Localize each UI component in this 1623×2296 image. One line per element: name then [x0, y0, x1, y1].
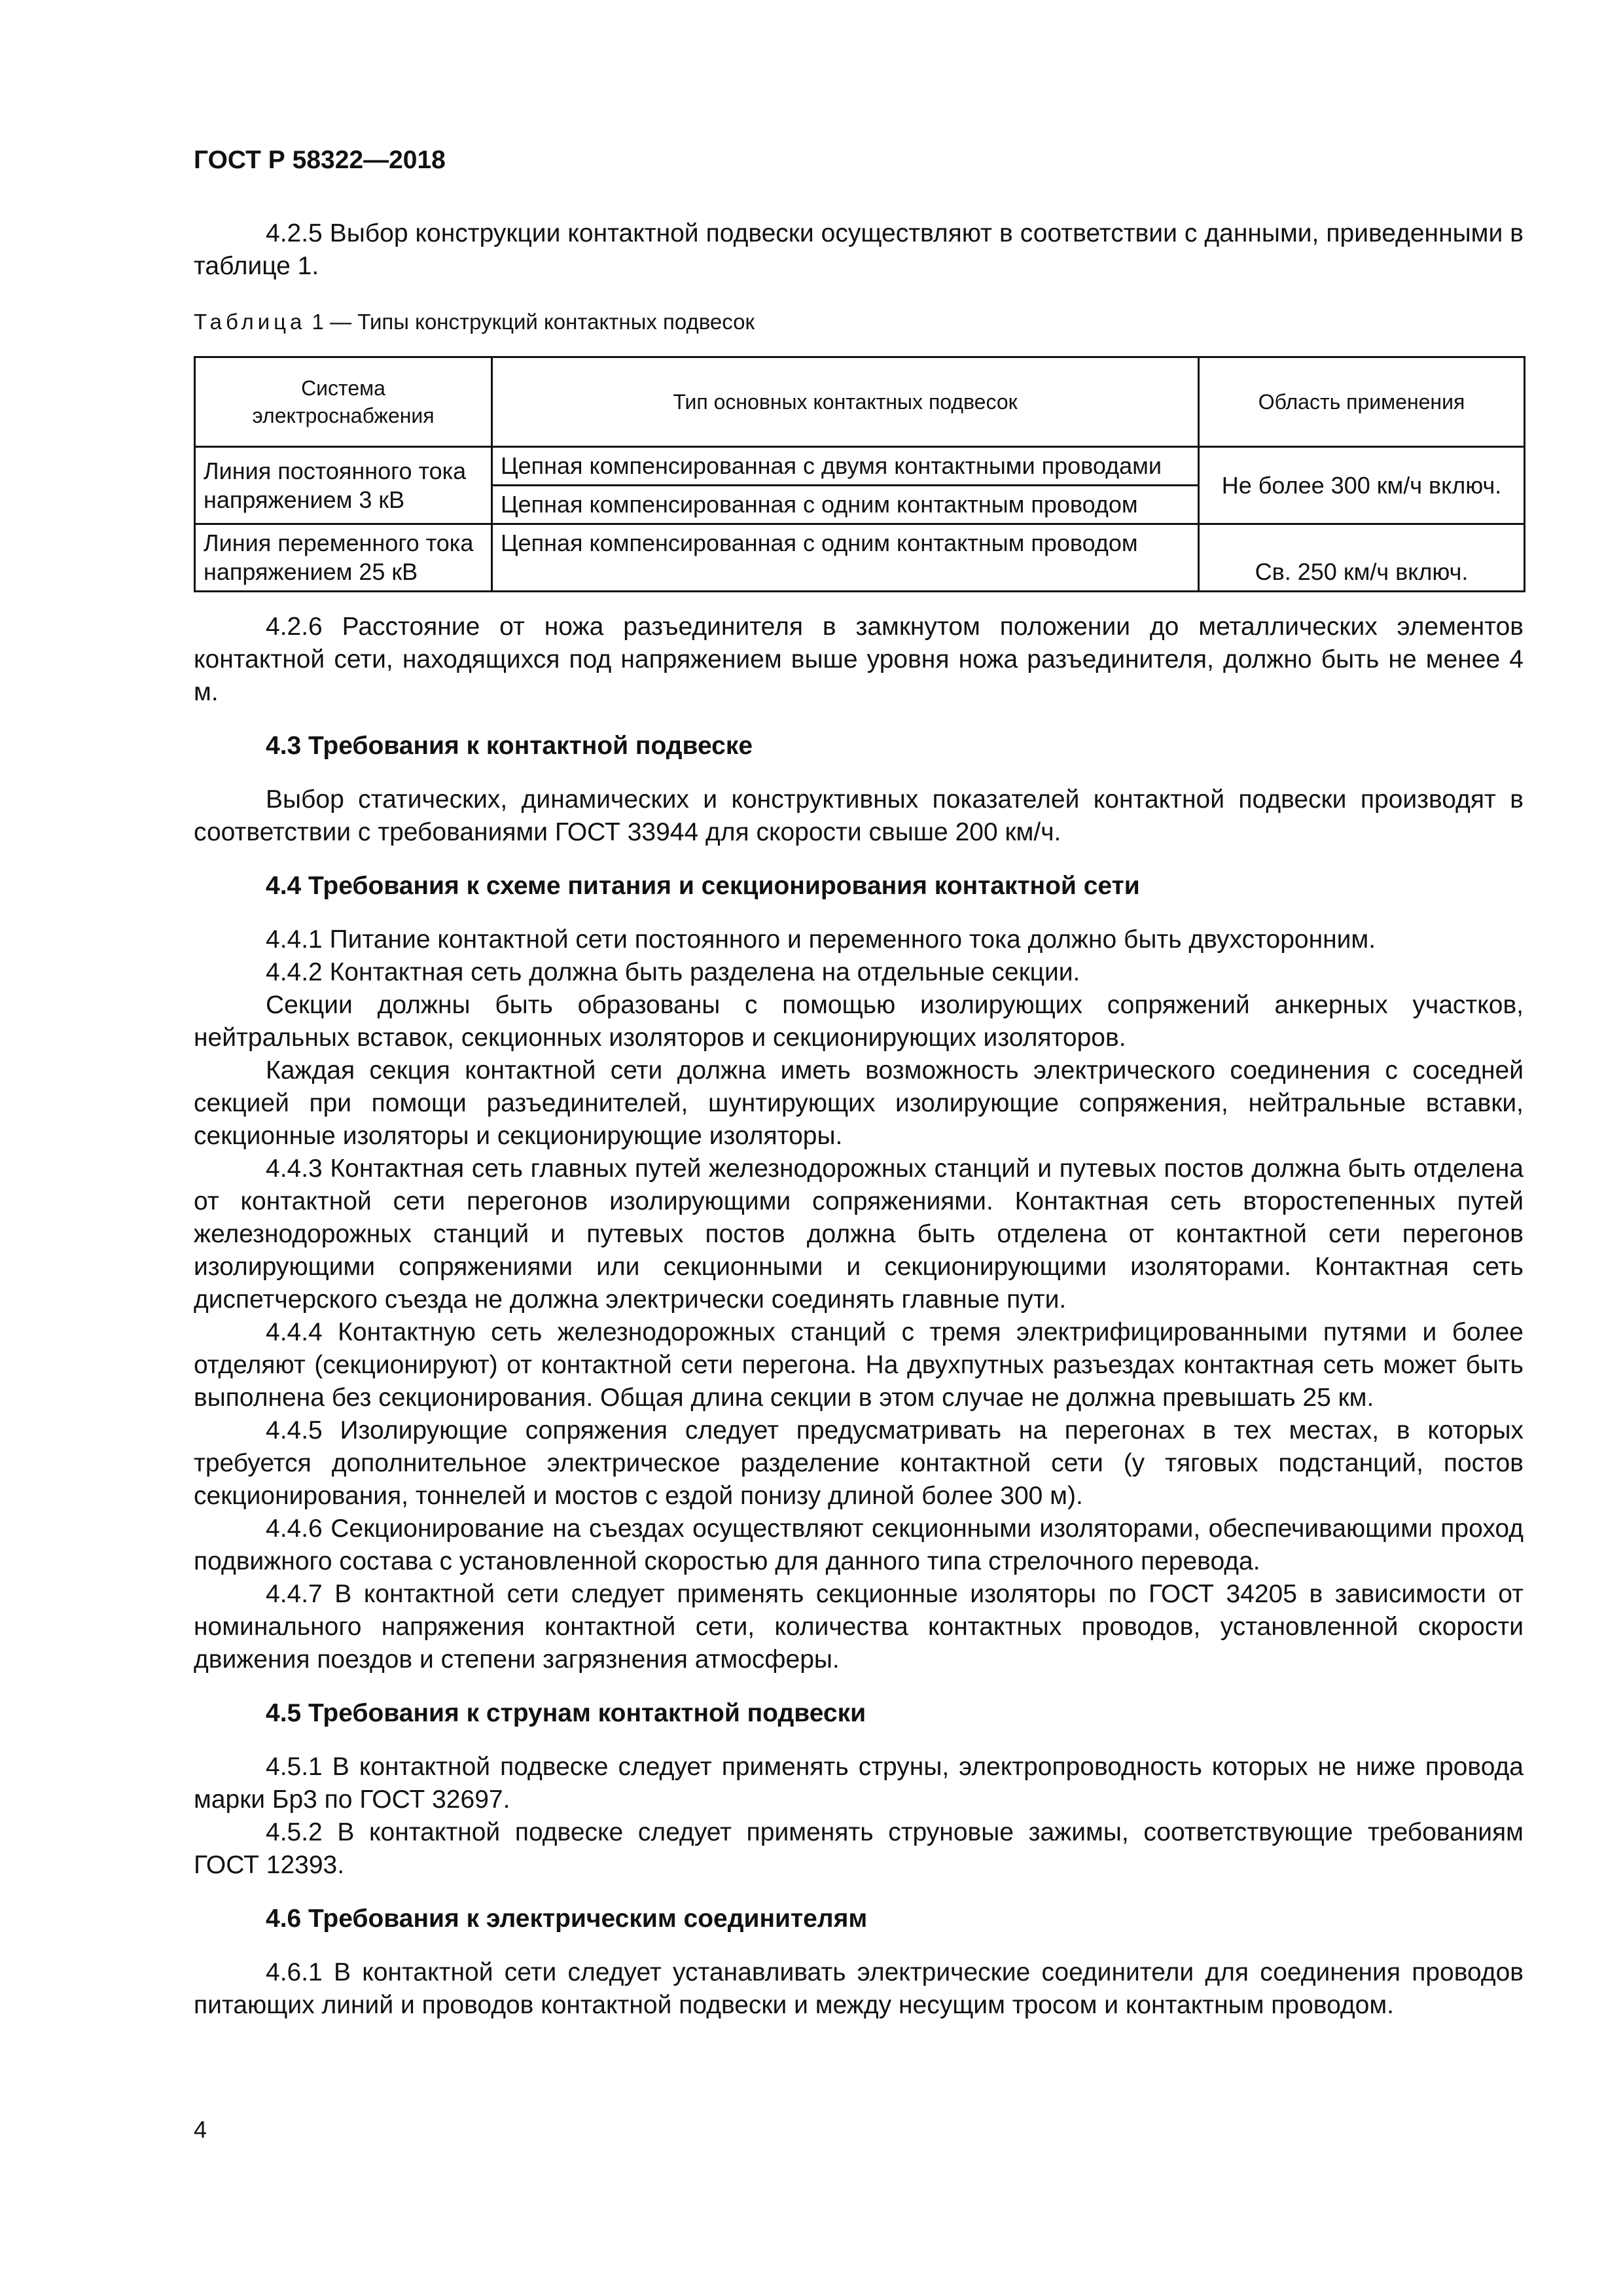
- document-page: [194, 144, 1524, 2022]
- paragraph-4-6-1: 4.6.1 В контактной сети следует устанавливать электрические соединители для соединения проводов питающих линий и проводов контактной подвески и между несущим тросом и контактным проводом.: [194, 1958, 1524, 2019]
- table-caption-text: 1 — Типы конструкций контактных подвесок: [306, 310, 755, 334]
- paragraph-4-4-2: 4.4.2 Контактная сеть должна быть разделена на отдельные секции.: [266, 958, 1080, 986]
- paragraph-4-4-2-a: Секции должны быть образованы с помощью изолирующих сопряжений анкерных участков, нейтральных вставок, секционных изоляторов и секционирующих изоляторов.: [194, 991, 1524, 1052]
- table-caption: [194, 308, 1524, 336]
- table-row: [195, 524, 1525, 592]
- paragraph-4-4-5: 4.4.5 Изолирующие сопряжения следует предусматривать на перегонах в тех местах, в которых требуется дополнительное электрическое разделение контактной сети (у тяговых подстанций, постов секционирования, тоннелей и мостов с ездой понизу длиной более 300 м).: [194, 1416, 1524, 1510]
- paragraph-4-4-3: 4.4.3 Контактная сеть главных путей железнодорожных станций и путевых постов должна быть отделена от контактной сети перегонов изолирующими сопряжениями. Контактная сеть второстепенных путей железнодорожных станций и путевых постов должна быть отделена от контактной сети перегонов изолирующими сопряжениями или секционными и секционирующими изоляторами. Контактная сеть диспетчерского съезда не должна электрически соединять главные пути.: [194, 1155, 1524, 1314]
- section-title-4-3: 4.3 Требования к контактной подвеске: [266, 732, 753, 760]
- paragraph-4-5-1: 4.5.1 В контактной подвеске следует применять струны, электропроводность которых не ниже провода марки Бр3 по ГОСТ 32697.: [194, 1753, 1524, 1814]
- document-header: ГОСТ Р 58322—2018: [194, 146, 446, 174]
- table-caption-prefix: Таблица: [194, 310, 306, 334]
- paragraph-4-5-2: 4.5.2 В контактной подвеске следует применять струновые зажимы, соответствующие требованиям ГОСТ 12393.: [194, 1818, 1524, 1879]
- table-cell-system: Линия переменного тока напряжением 25 кВ: [195, 524, 492, 592]
- paragraph-4-2-5: 4.2.5 Выбор конструкции контактной подвески осуществляют в соответствии с данными, приведенными в таблице 1.: [194, 219, 1524, 280]
- paragraph-4-4-7: 4.4.7 В контактной сети следует применять секционные изоляторы по ГОСТ 34205 в зависимости от номинального напряжения контактной сети, количества контактных проводов, установленной скорости движения поездов и степени загрязнения атмосферы.: [194, 1580, 1524, 1674]
- suspension-types-table: [194, 356, 1525, 592]
- paragraph-4-4-1: 4.4.1 Питание контактной сети постоянного и переменного тока должно быть двухсторонним.: [266, 925, 1376, 954]
- table-cell-type: Цепная компенсированная с двумя контактными проводами: [492, 447, 1199, 486]
- paragraph-4-4-6: 4.4.6 Секционирование на съездах осуществляют секционными изоляторами, обеспечивающими проход подвижного состава с установленной скоростью для данного типа стрелочного перевода.: [194, 1515, 1524, 1575]
- paragraph-4-4-4: 4.4.4 Контактную сеть железнодорожных станций с тремя электрифицированными путями и более отделяют (секционируют) от контактной сети перегона. На двухпутных разъездах контактная сеть может быть выполнена без секционирования. Общая длина секции в этом случае не должна превышать 25 км.: [194, 1318, 1524, 1412]
- section-title-4-6: 4.6 Требования к электрическим соединителям: [266, 1905, 868, 1933]
- section-title-4-5: 4.5 Требования к струнам контактной подвески: [266, 1699, 866, 1727]
- table-row: [195, 447, 1525, 486]
- table-cell-type: Цепная компенсированная с одним контактным проводом: [492, 486, 1199, 524]
- table-header-type: Тип основных контактных подвесок: [492, 357, 1199, 447]
- table-header-system: Система электроснабжения: [195, 357, 492, 447]
- section-title-4-4: 4.4 Требования к схеме питания и секционирования контактной сети: [266, 872, 1140, 900]
- paragraph-4-4-2-b: Каждая секция контактной сети должна иметь возможность электрического соединения с соседней секцией при помощи разъединителей, шунтирующих изолирующие сопряжения, нейтральные вставки, секционные изоляторы и секционирующие изоляторы.: [194, 1056, 1524, 1150]
- table-cell-area: Св. 250 км/ч включ.: [1199, 524, 1525, 592]
- paragraph-4-2-6: 4.2.6 Расстояние от ножа разъединителя в замкнутом положении до металлических элементов контактной сети, находящихся под напряжением выше уровня ножа разъединителя, должно быть не менее 4 м.: [194, 613, 1524, 706]
- paragraph-4-3-1: Выбор статических, динамических и конструктивных показателей контактной подвески производят в соответствии с требованиями ГОСТ 33944 для скорости свыше 200 км/ч.: [194, 785, 1524, 846]
- table-header-row: [195, 357, 1525, 447]
- table-cell-area: Не более 300 км/ч включ.: [1199, 447, 1525, 524]
- page-number: 4: [194, 2116, 207, 2143]
- table-cell-system: Линия постоянного тока напряжением 3 кВ: [195, 447, 492, 524]
- table-header-area: Область применения: [1199, 357, 1525, 447]
- table-cell-type: Цепная компенсированная с одним контактным проводом: [492, 524, 1199, 592]
